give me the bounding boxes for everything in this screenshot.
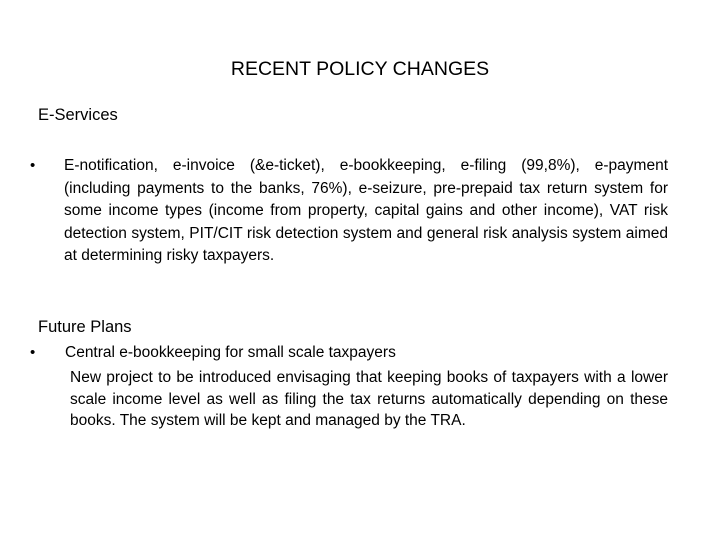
- future-plans-detail: New project to be introduced envisaging that keeping books of taxpayers with a lower scale income level as well as filing the tax returns automatically depending on these books. The system will be kept and managed by the TRA.: [70, 369, 668, 429]
- bullet-icon: •: [30, 344, 36, 361]
- eservices-paragraph: E-notification, e-invoice (&e-ticket), e-bookkeeping, e-filing (99,8%), e-payment (including payments to the banks, 76%), e-seizure, pre-prepaid tax return system for some income types (income from property, capital gains and other income), VAT risk detection system, PIT/CIT risk detection system and general risk analysis system aimed at determining risky taxpayers.: [64, 157, 668, 264]
- section-heading-eservices: E-Services: [38, 106, 118, 124]
- slide-title: RECENT POLICY CHANGES: [230, 58, 490, 80]
- section-heading-future-plans: Future Plans: [38, 318, 132, 336]
- future-plans-lead: Central e-bookkeeping for small scale taxpayers: [65, 344, 396, 361]
- bullet-icon: •: [30, 157, 36, 174]
